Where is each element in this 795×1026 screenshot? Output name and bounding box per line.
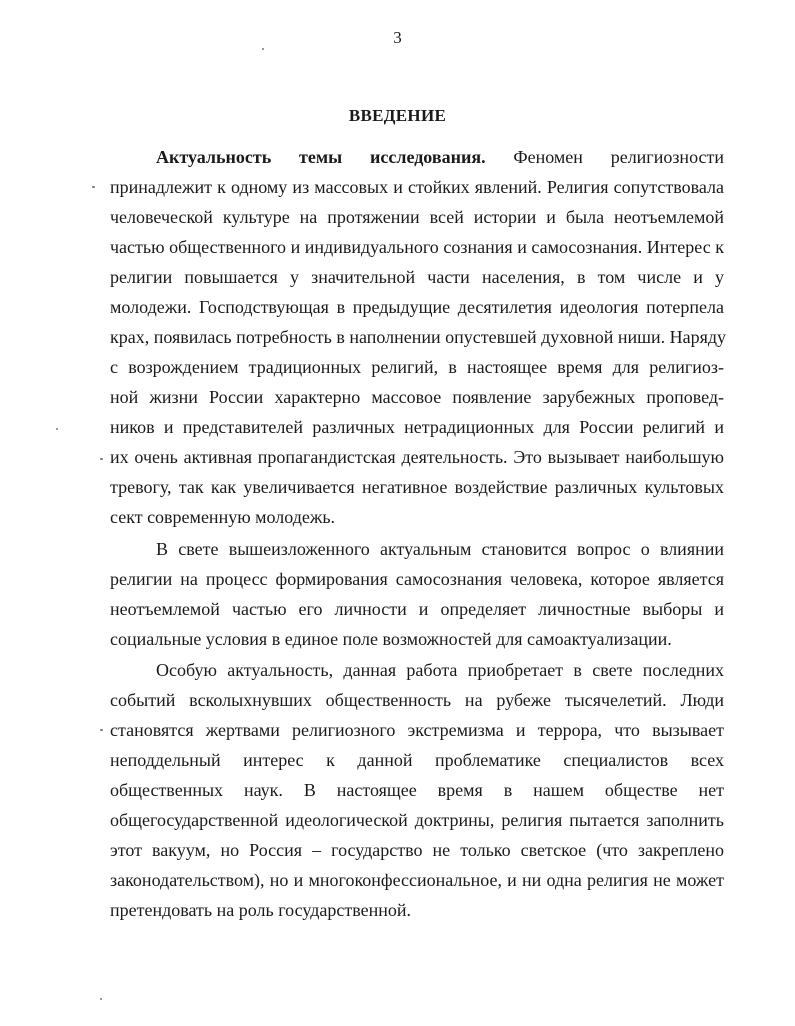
text-line: становятся жертвами религиозного экстремизма и террора, что вызывает bbox=[110, 720, 724, 740]
scan-speck bbox=[92, 186, 95, 188]
scan-speck bbox=[56, 428, 58, 430]
text-line: этот вакуум, но Россия – государство не только светское (что закреплено bbox=[110, 840, 724, 860]
scan-speck bbox=[100, 729, 103, 731]
text-line: с возрождением традиционных религий, в настоящее время для религиоз- bbox=[110, 357, 724, 377]
text-line: неотъемлемой частью его личности и определяет личностные выборы и bbox=[110, 599, 724, 619]
text-line: событий всколыхнувших общественность на рубеже тысячелетий. Люди bbox=[110, 690, 724, 710]
text-line: социальные условия в единое поле возможностей для самоактуализации. bbox=[110, 629, 672, 649]
text-line: крах, появилась потребность в наполнении опустевшей духовной ниши. Наряду bbox=[110, 327, 727, 347]
text-line: претендовать на роль государственной. bbox=[110, 900, 411, 920]
section-heading: ВВЕДЕНИЕ bbox=[348, 106, 447, 125]
text-line: общественных наук. В настоящее время в нашем обществе нет bbox=[110, 780, 724, 800]
text-line: принадлежит к одному из массовых и стойких явлений. Религия сопутствовала bbox=[110, 177, 724, 197]
text-line: религии повышается у значительной части населения, в том числе и у bbox=[110, 267, 724, 287]
text-line: неподдельный интерес к данной проблематике специалистов всех bbox=[110, 750, 724, 770]
text-line: человеческой культуре на протяжении всей истории и была неотъемлемой bbox=[110, 207, 724, 227]
text-line: тревогу, так как увеличивается негативное воздействие различных культовых bbox=[110, 477, 724, 497]
scan-speck bbox=[262, 48, 264, 50]
text-line: ников и представителей различных нетрадиционных для России религий и bbox=[110, 417, 724, 437]
text-line: ной жизни России характерно массовое появление зарубежных проповед- bbox=[110, 387, 724, 407]
text-line: Особую актуальность, данная работа приобретает в свете последних bbox=[156, 660, 724, 680]
text-line: общегосударственной идеологической доктрины, религия пытается заполнить bbox=[110, 810, 724, 830]
paragraph-lead: Актуальность темы исследования. bbox=[156, 147, 486, 167]
text-line: их очень активная пропагандистская деятельность. Это вызывает наибольшую bbox=[110, 447, 724, 467]
text-line-content: Феномен религиозности bbox=[513, 147, 724, 167]
text-line: В свете вышеизложенного актуальным становится вопрос о влиянии bbox=[156, 539, 724, 559]
text-line bbox=[156, 142, 724, 172]
text-line: частью общественного и индивидуального сознания и самосознания. Интерес к bbox=[110, 237, 724, 257]
text-line: религии на процесс формирования самосознания человека, которое является bbox=[110, 569, 724, 589]
scan-speck bbox=[100, 998, 102, 1000]
text-line: законодательством), но и многоконфессиональное, и ни одна религия не может bbox=[110, 870, 724, 890]
scan-speck bbox=[100, 458, 103, 460]
text-line: сект современную молодежь. bbox=[110, 507, 336, 527]
text-line: молодежи. Господствующая в предыдущие десятилетия идеология потерпела bbox=[110, 297, 724, 317]
page-number: 3 bbox=[393, 28, 402, 47]
